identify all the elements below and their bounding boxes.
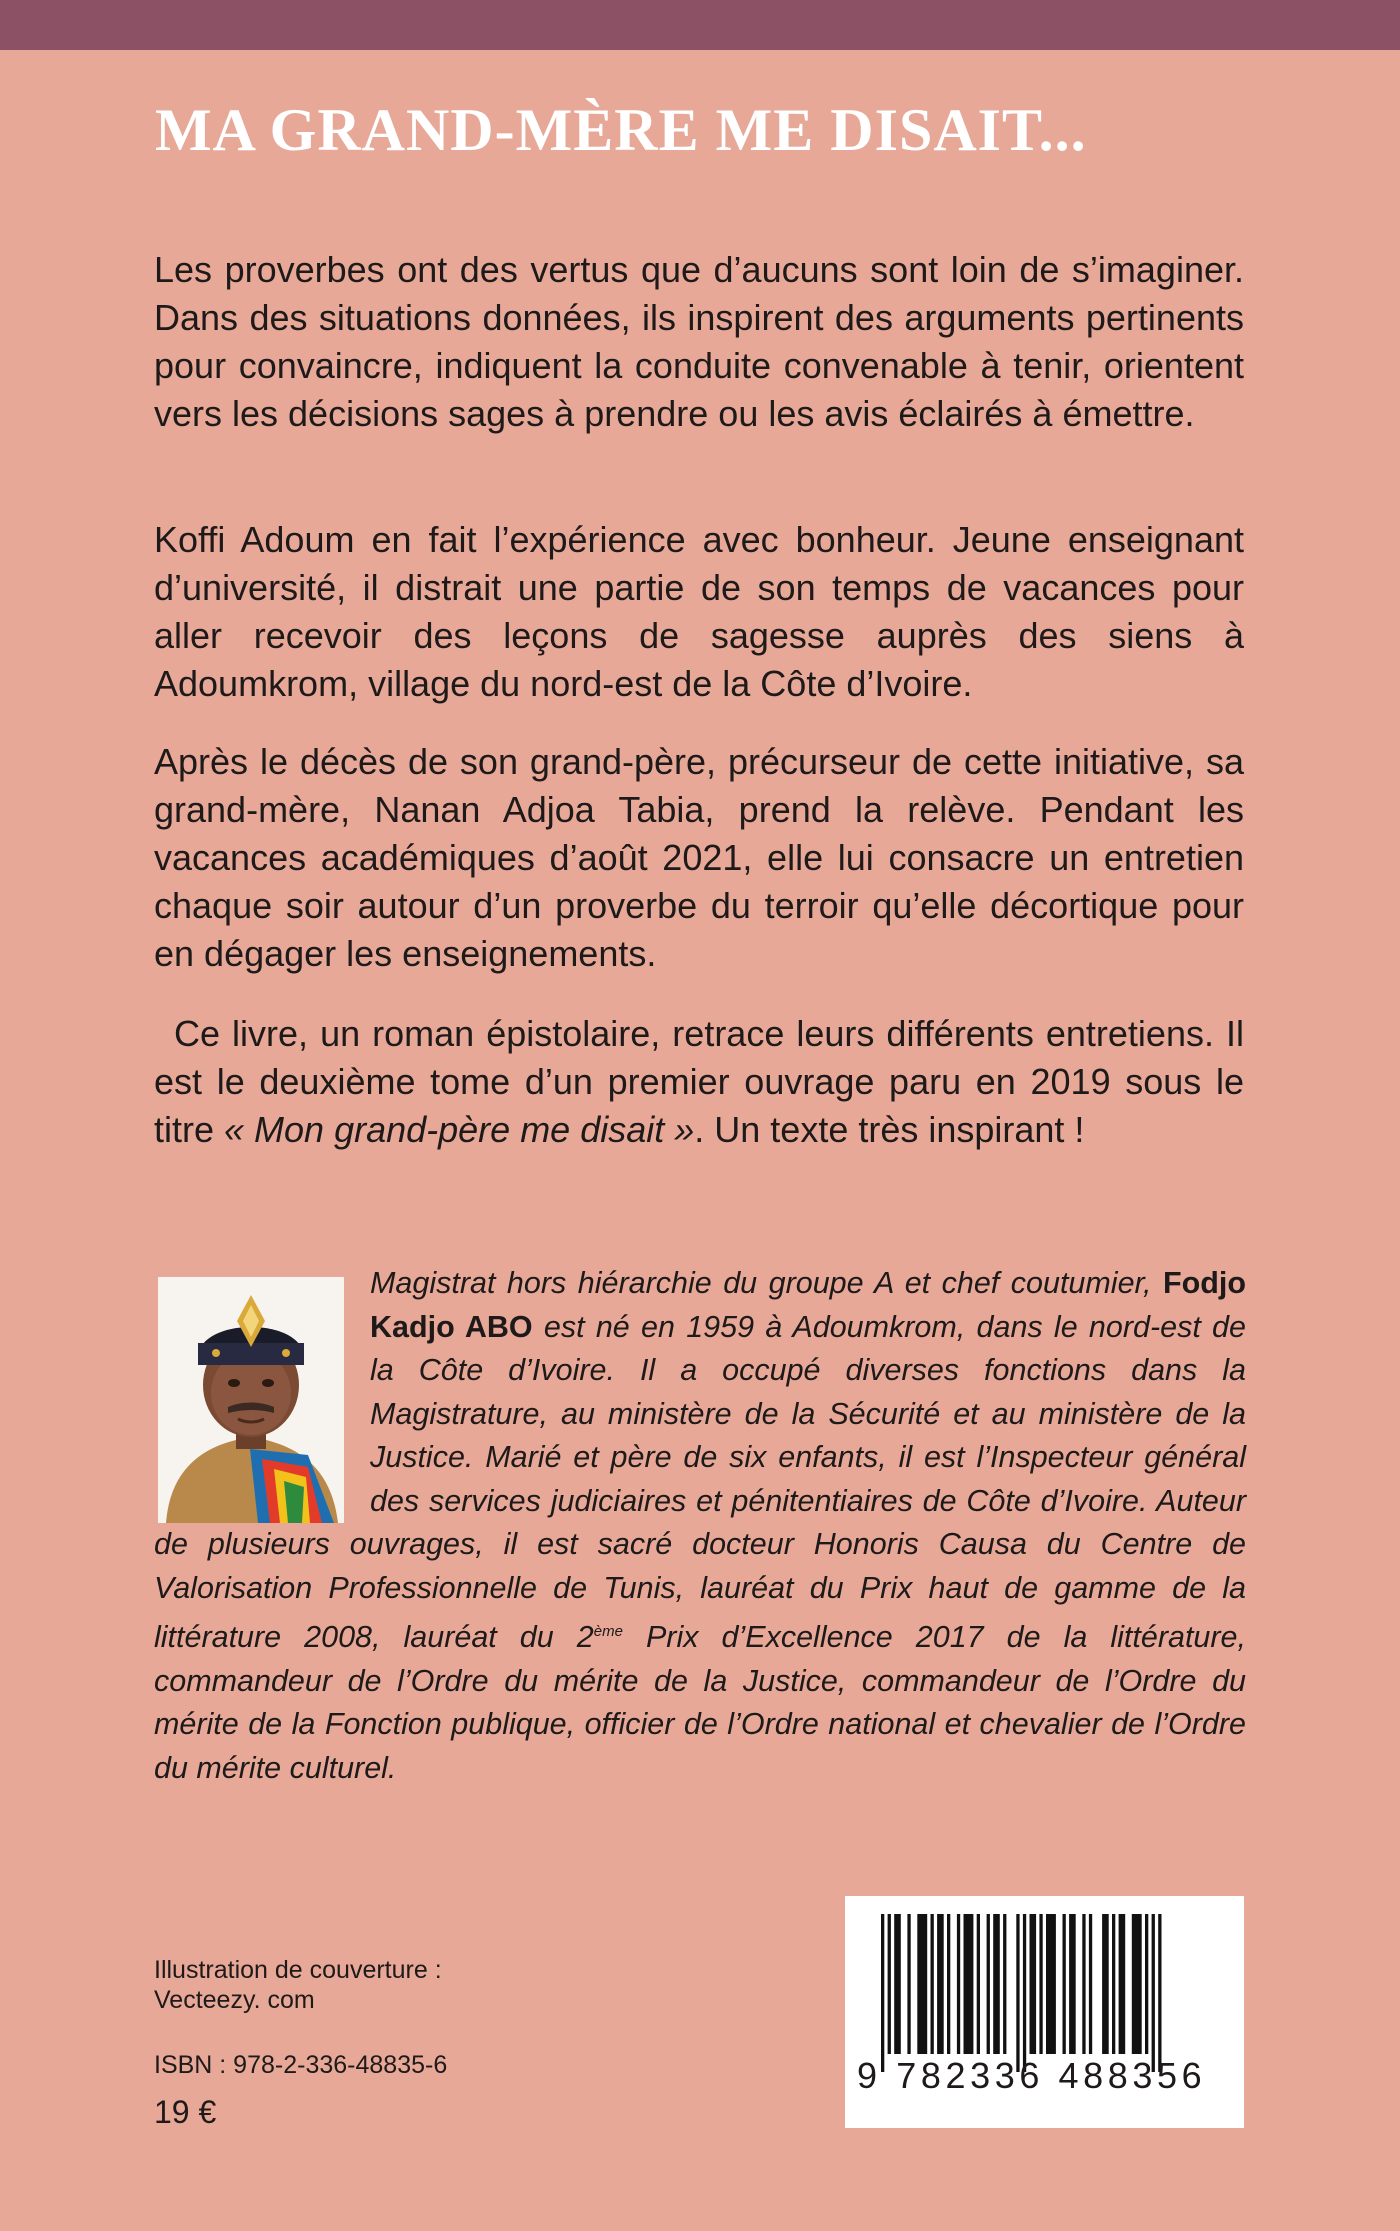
- barcode-bar: [987, 1914, 990, 2054]
- illustration-credit-label: Illustration de couverture :: [154, 1956, 442, 1984]
- barcode-bar: [1039, 1914, 1042, 2054]
- barcode-bar: [1016, 1914, 1019, 2072]
- barcode-bar: [907, 1914, 910, 2054]
- author-biography: [154, 1262, 1246, 1790]
- author-bio-intro: Magistrat hors hiérarchie du groupe A et chef coutumier,: [370, 1266, 1163, 1300]
- barcode-bar: [1063, 1914, 1066, 2054]
- barcode-bar: [964, 1914, 974, 2054]
- barcode-bar: [1152, 1914, 1155, 2072]
- blurb-paragraph-4-end: . Un texte très inspirant !: [694, 1109, 1085, 1150]
- author-bio-body: est né en 1959 à Adoumkrom, dans le nord-est de la Côte d’Ivoire. Il a occupé diverses fonctions dans la Magistrature, au ministère de la Sécurité et au ministère de la Justice. Marié et père de six enfants, il est l’Inspecteur général des services judiciaires et pénitentiaires de Côte d’Ivoire. Auteur de plusieurs ouvrages, il est sacré docteur Honoris Causa du Centre de Valorisation Professionnelle de Tunis, lauréat du Prix haut de gamme de la littérature 2008, lauréat du 2: [154, 1309, 1246, 1655]
- barcode-bar: [917, 1914, 927, 2054]
- barcode-bar: [1046, 1914, 1056, 2054]
- barcode-bar: [1158, 1914, 1161, 2072]
- barcode-bar: [1003, 1914, 1006, 2054]
- barcode-bar: [894, 1914, 901, 2054]
- blurb-paragraph-3: Après le décès de son grand-père, précurseur de cette initiative, sa grand-mère, Nanan Adjoa Tabia, prend la relève. Pendant les vacances académiques d’août 2021, elle lui consacre un entretien chaque soir autour d’un proverbe du terroir qu’elle décortique pour en dégager les enseignements.: [154, 741, 1244, 974]
- isbn-text: ISBN : 978-2-336-48835-6: [154, 2051, 448, 2079]
- author-name: Fodjo Kadjo ABO: [370, 1266, 1246, 1344]
- barcode-bar: [1119, 1914, 1126, 2054]
- barcode-bar: [931, 1914, 934, 2054]
- blurb-paragraph-1: Les proverbes ont des vertus que d’aucuns sont loin de s’imaginer. Dans des situations données, ils inspirent des arguments pertinents pour convaincre, indiquent la conduite convenable à tenir, orientent vers les décisions sages à prendre ou les avis éclairés à émettre.: [154, 249, 1244, 434]
- illustration-credit: [154, 1955, 442, 2015]
- barcode-bar: [957, 1914, 960, 2054]
- barcode-bar: [1030, 1914, 1037, 2054]
- barcode: [845, 1896, 1244, 2128]
- barcode-bar: [1089, 1914, 1092, 2054]
- book-title: MA GRAND-MÈRE ME DISAIT...: [155, 97, 1087, 163]
- author-bio-end: Prix d’Excellence 2017 de la littérature, commandeur de l’Ordre du mérite de la Justice, commandeur de l’Ordre du mérite de la Fonction publique, officier de l’Ordre national et chevalier de l’Ordre du mérite culturel.: [154, 1620, 1246, 1785]
- barcode-bar: [1112, 1914, 1115, 2054]
- previous-book-title: « Mon grand-père me disait »: [224, 1109, 695, 1150]
- ordinal-superscript: ème: [593, 1623, 623, 1640]
- barcode-bar: [937, 1914, 944, 2054]
- barcode-bar: [1023, 1914, 1026, 2072]
- illustration-credit-source: Vecteezy. com: [154, 1986, 315, 2014]
- barcode-bar: [1102, 1914, 1109, 2054]
- blurb-paragraph-4: [154, 1010, 1244, 1154]
- barcode-bar: [977, 1914, 980, 2054]
- blurb-paragraph-2: Koffi Adoum en fait l’expérience avec bonheur. Jeune enseignant d’université, il distrait une partie de son temps de vacances pour aller recevoir des leçons de sagesse auprès des siens à Adoumkrom, village du nord-est de la Côte d’Ivoire.: [154, 519, 1244, 704]
- barcode-bar: [1069, 1914, 1076, 2054]
- barcode-bar: [888, 1914, 891, 2054]
- top-color-band: [0, 0, 1400, 50]
- barcode-bar: [947, 1914, 950, 2054]
- blurb-paragraph-4-text: Ce livre, un roman épistolaire, retrace leurs différents entretiens. Il est le deuxième tome d’un premier ouvrage paru en 2019 sous le titre: [154, 1013, 1244, 1150]
- barcode-bar: [1145, 1914, 1148, 2054]
- barcode-digits: 9 782336 488356: [857, 2055, 1207, 2096]
- price-text: 19 €: [154, 2094, 217, 2130]
- barcode-bar: [881, 1914, 884, 2072]
- barcode-bar: [1132, 1914, 1142, 2054]
- barcode-bar: [1082, 1914, 1085, 2054]
- barcode-bar: [993, 1914, 1000, 2054]
